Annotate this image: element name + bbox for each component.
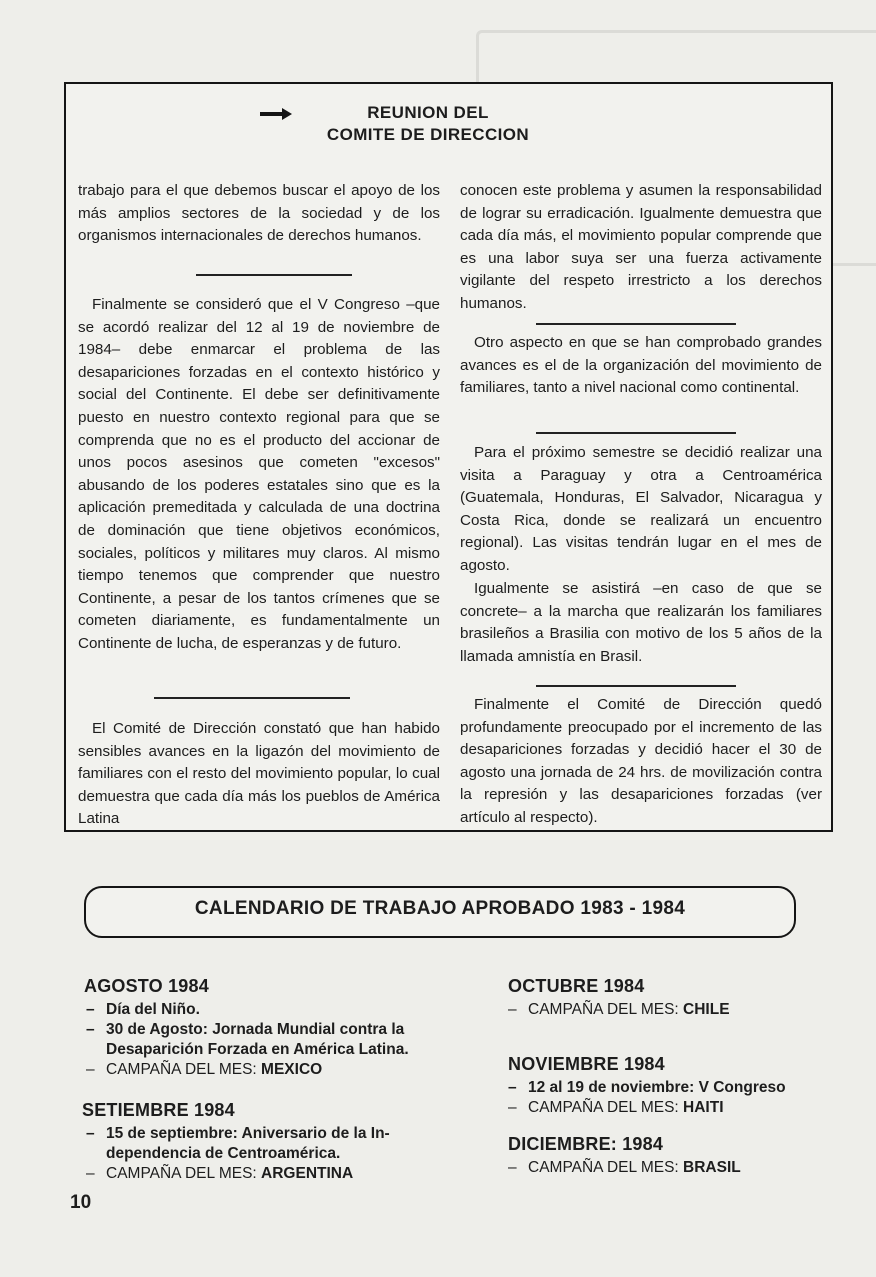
item-text: Día del Niño. bbox=[106, 1001, 200, 1018]
month-heading-setiembre: SETIEMBRE 1984 bbox=[82, 1100, 235, 1120]
month-heading-octubre: OCTUBRE 1984 bbox=[508, 976, 645, 996]
section-heading bbox=[258, 102, 598, 146]
divider bbox=[196, 274, 352, 276]
campaign-country: CHILE bbox=[683, 1001, 730, 1018]
campaign-country: HAITI bbox=[683, 1099, 724, 1116]
calendar-title: CALENDARIO DE TRABAJO APROBADO 1983 - 1984 bbox=[194, 898, 686, 919]
paragraph: Para el próximo semestre se decidió realizar una visita a Paraguay y otra a Centroamérica (Guatemala, Honduras, El Salvador, Nicaragua y Costa Rica, donde se realizará un encuentro regional). Las visitas tendrán lugar en el mes de agosto. bbox=[460, 444, 822, 574]
item-text: 15 de septiembre: Aniversario de la In- bbox=[106, 1125, 390, 1142]
calendar-item-continued bbox=[106, 1040, 409, 1060]
calendar-item: – 12 al 19 de noviembre: V Congreso bbox=[508, 1079, 786, 1096]
paragraph: Igualmente se asistirá –en caso de que se concrete– a la marcha que realizarán los familiares brasileños a Brasilia con motivo de los 5 años de la llamada amnistía en Brasil. bbox=[460, 580, 822, 665]
divider bbox=[536, 432, 736, 434]
left-column-block-3 bbox=[78, 718, 440, 831]
paragraph: Otro aspecto en que se han comprobado grandes avances es el de la organización del movimiento de familiares, tanto a nivel nacional como continental. bbox=[460, 334, 822, 397]
calendar-item: – 30 de Agosto: Jornada Mundial contra la bbox=[86, 1021, 405, 1038]
calendar-item-continued bbox=[106, 1144, 340, 1164]
campaign-country: BRASIL bbox=[683, 1159, 741, 1176]
campaign-item: – CAMPAÑA DEL MES: HAITI bbox=[508, 1099, 724, 1116]
item-text: 30 de Agosto: Jornada Mundial contra la bbox=[106, 1021, 405, 1038]
paragraph: trabajo para el que debemos buscar el apoyo de los más amplios sectores de la sociedad y de los organismos internacionales de derechos humanos. bbox=[78, 182, 440, 245]
divider bbox=[536, 685, 736, 687]
campaign-label: CAMPAÑA DEL MES: bbox=[528, 1001, 684, 1018]
paragraph: conocen este problema y asumen la responsabilidad de lograr su erradicación. Igualmente demuestra que cada día más, el movimiento popular comprende que es una labor suya ser una fuerza activamente vigilante del respeto irrestricto a los derechos humanos. bbox=[460, 182, 822, 312]
item-text: Desaparición Forzada en América Latina. bbox=[106, 1041, 409, 1058]
calendar-item: – 15 de septiembre: Aniversario de la In- bbox=[86, 1125, 390, 1142]
campaign-item: – CAMPAÑA DEL MES: CHILE bbox=[508, 1001, 730, 1018]
campaign-label: CAMPAÑA DEL MES: bbox=[106, 1165, 262, 1182]
month-heading-noviembre: NOVIEMBRE 1984 bbox=[508, 1054, 665, 1074]
divider bbox=[536, 323, 736, 325]
page-number: 10 bbox=[70, 1192, 92, 1213]
campaign-label: CAMPAÑA DEL MES: bbox=[528, 1159, 684, 1176]
right-column-block-2 bbox=[460, 332, 822, 400]
left-column-block-2 bbox=[78, 294, 440, 656]
campaign-item: – CAMPAÑA DEL MES: ARGENTINA bbox=[86, 1165, 354, 1182]
paragraph: Finalmente se consideró que el V Congreso –que se acordó realizar del 12 al 19 de noviembre de 1984– debe enmarcar el problema de las desapariciones forzadas en el contexto histórico y social del Continente. El debe ser definitivamente puesto en nuestro contexto regional para que se comprenda que no es el producto del accionar de unos pocos asesinos que cometen "excesos" abusando de los poderes estatales sino que es la aplicación premeditada y calculada de una doctrina de dominación que tiene objetivos económicos, sociales, políticos y militares muy claros. Al mismo tiempo tenemos que comprender que nuestro Continente, a pesar de los tantos crímenes que se cometen diariamente, es fundamentalmente un Continente de lucha, de esperanzas y de futuro. bbox=[78, 296, 440, 652]
calendar-item: – Día del Niño. bbox=[86, 1001, 200, 1018]
campaign-item: – CAMPAÑA DEL MES: MEXICO bbox=[86, 1061, 323, 1078]
right-column-block-1 bbox=[460, 180, 822, 316]
paragraph: Finalmente el Comité de Dirección quedó profundamente preocupado por el incremento de las desapariciones forzadas y decidió hacer el 30 de agosto una jornada de 24 hrs. de movilización contra la represión y las desapariciones forzadas (ver artículo al respecto). bbox=[460, 696, 822, 826]
campaign-country: ARGENTINA bbox=[261, 1165, 354, 1182]
right-column-block-4 bbox=[460, 578, 822, 668]
right-column-block-3 bbox=[460, 442, 822, 578]
left-column-block-1 bbox=[78, 180, 440, 248]
campaign-item: – CAMPAÑA DEL MES: BRASIL bbox=[508, 1159, 741, 1176]
campaign-country: MEXICO bbox=[261, 1061, 323, 1078]
month-heading-diciembre: DICIEMBRE: 1984 bbox=[508, 1134, 664, 1154]
heading-line-1: REUNION DEL bbox=[367, 103, 489, 122]
paragraph: El Comité de Dirección constató que han habido sensibles avances en la ligazón del movimiento de familiares con el resto del movimiento popular, lo cual demuestra que cada día más los pueblos de América Latina bbox=[78, 720, 440, 828]
item-text: 12 al 19 de noviembre: V Congreso bbox=[528, 1079, 786, 1096]
month-heading-agosto: AGOSTO 1984 bbox=[84, 976, 209, 996]
heading-line-2: COMITE DE DIRECCION bbox=[326, 125, 530, 144]
campaign-label: CAMPAÑA DEL MES: bbox=[106, 1061, 262, 1078]
right-column-block-5 bbox=[460, 694, 822, 830]
campaign-label: CAMPAÑA DEL MES: bbox=[528, 1099, 684, 1116]
item-text: dependencia de Centroamérica. bbox=[106, 1145, 341, 1162]
divider bbox=[154, 697, 350, 699]
